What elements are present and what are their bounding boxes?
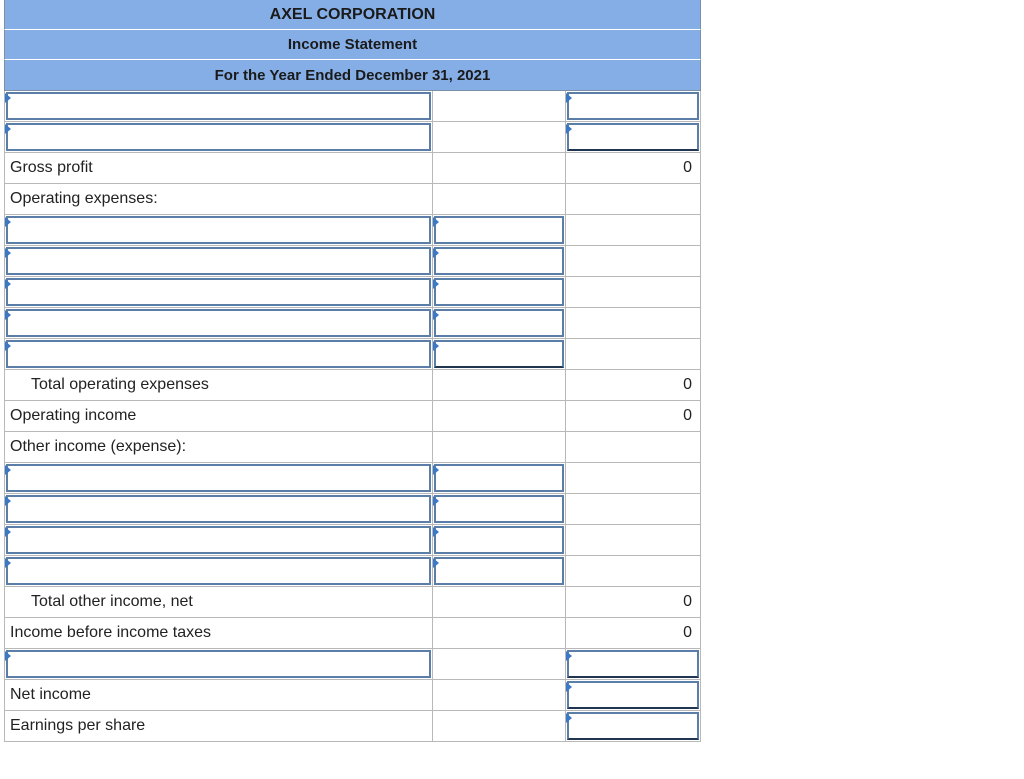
amount-cell [433, 494, 566, 525]
row-label: Income before income taxes [4, 618, 433, 649]
total-cell [566, 91, 701, 122]
account-cell [4, 277, 433, 308]
table-row [4, 215, 701, 246]
total-cell [566, 122, 701, 153]
total-cell [566, 494, 701, 525]
amount-cell [433, 556, 566, 587]
amount-cell [433, 122, 566, 153]
table-row [4, 122, 701, 153]
amount-input[interactable] [434, 309, 564, 337]
net-income-input[interactable] [567, 681, 699, 709]
amount-cell [433, 215, 566, 246]
account-select[interactable] [6, 495, 431, 523]
amount-input[interactable] [434, 247, 564, 275]
amount-cell [433, 277, 566, 308]
statement-title: Income Statement [4, 30, 701, 60]
amount-cell [433, 370, 566, 401]
row-value: 0 [566, 153, 701, 184]
earnings-per-share-input[interactable] [567, 712, 699, 740]
amount-input[interactable] [434, 216, 564, 244]
table-row-net-income [4, 680, 701, 711]
total-cell [566, 711, 701, 742]
amount-cell [433, 339, 566, 370]
total-cell [566, 184, 701, 215]
total-cell [566, 277, 701, 308]
statement-rows [4, 91, 701, 742]
amount-input[interactable] [434, 526, 564, 554]
table-row [4, 463, 701, 494]
account-cell [4, 308, 433, 339]
account-select[interactable] [6, 92, 431, 120]
account-select[interactable] [6, 123, 431, 151]
account-select[interactable] [6, 526, 431, 554]
row-value: 0 [566, 618, 701, 649]
amount-cell [433, 246, 566, 277]
account-select[interactable] [6, 464, 431, 492]
amount-input[interactable] [434, 495, 564, 523]
row-label: Operating income [4, 401, 433, 432]
row-label: Earnings per share [4, 711, 433, 742]
amount-input[interactable] [567, 92, 699, 120]
account-select[interactable] [6, 247, 431, 275]
table-row-operating-expenses [4, 184, 701, 215]
total-cell [566, 308, 701, 339]
row-label: Operating expenses: [4, 184, 433, 215]
account-cell [4, 463, 433, 494]
amount-cell [433, 587, 566, 618]
row-value: 0 [566, 370, 701, 401]
table-row [4, 246, 701, 277]
amount-cell [433, 618, 566, 649]
table-row [4, 494, 701, 525]
amount-cell [433, 91, 566, 122]
table-row-total-other-income [4, 587, 701, 618]
table-row-total-operating-expenses [4, 370, 701, 401]
total-cell [566, 680, 701, 711]
amount-input[interactable] [434, 278, 564, 306]
total-cell [566, 246, 701, 277]
statement-period: For the Year Ended December 31, 2021 [4, 60, 701, 91]
account-cell [4, 246, 433, 277]
table-row [4, 277, 701, 308]
account-select[interactable] [6, 340, 431, 368]
row-label: Other income (expense): [4, 432, 433, 463]
account-cell [4, 494, 433, 525]
table-row [4, 91, 701, 122]
table-row [4, 308, 701, 339]
amount-input[interactable] [567, 123, 699, 151]
row-value: 0 [566, 401, 701, 432]
amount-cell [433, 463, 566, 494]
account-select[interactable] [6, 278, 431, 306]
amount-input[interactable] [434, 557, 564, 585]
account-cell [4, 91, 433, 122]
table-row [4, 525, 701, 556]
amount-cell [433, 525, 566, 556]
account-select[interactable] [6, 309, 431, 337]
table-row-other-income [4, 432, 701, 463]
amount-input[interactable] [434, 340, 564, 368]
account-cell [4, 649, 433, 680]
table-row-operating-income [4, 401, 701, 432]
total-cell [566, 556, 701, 587]
table-row-earnings-per-share [4, 711, 701, 742]
total-cell [566, 215, 701, 246]
amount-cell [433, 711, 566, 742]
total-cell [566, 432, 701, 463]
account-cell [4, 525, 433, 556]
amount-cell [433, 184, 566, 215]
amount-cell [433, 432, 566, 463]
row-label: Gross profit [4, 153, 433, 184]
account-cell [4, 339, 433, 370]
table-row [4, 556, 701, 587]
amount-input[interactable] [567, 650, 699, 678]
row-label: Total other income, net [4, 587, 433, 618]
income-statement-worksheet [4, 0, 701, 742]
row-label: Net income [4, 680, 433, 711]
row-label: Total operating expenses [4, 370, 433, 401]
account-cell [4, 556, 433, 587]
amount-cell [433, 401, 566, 432]
account-cell [4, 215, 433, 246]
account-select[interactable] [6, 216, 431, 244]
total-cell [566, 525, 701, 556]
account-select[interactable] [6, 650, 431, 678]
table-row [4, 339, 701, 370]
total-cell [566, 339, 701, 370]
total-cell [566, 463, 701, 494]
amount-input[interactable] [434, 464, 564, 492]
account-select[interactable] [6, 557, 431, 585]
row-value: 0 [566, 587, 701, 618]
amount-cell [433, 649, 566, 680]
amount-cell [433, 680, 566, 711]
account-cell [4, 122, 433, 153]
table-row-gross-profit [4, 153, 701, 184]
amount-cell [433, 308, 566, 339]
amount-cell [433, 153, 566, 184]
table-row-income-before-taxes [4, 618, 701, 649]
table-row [4, 649, 701, 680]
total-cell [566, 649, 701, 680]
company-name: AXEL CORPORATION [4, 0, 701, 30]
